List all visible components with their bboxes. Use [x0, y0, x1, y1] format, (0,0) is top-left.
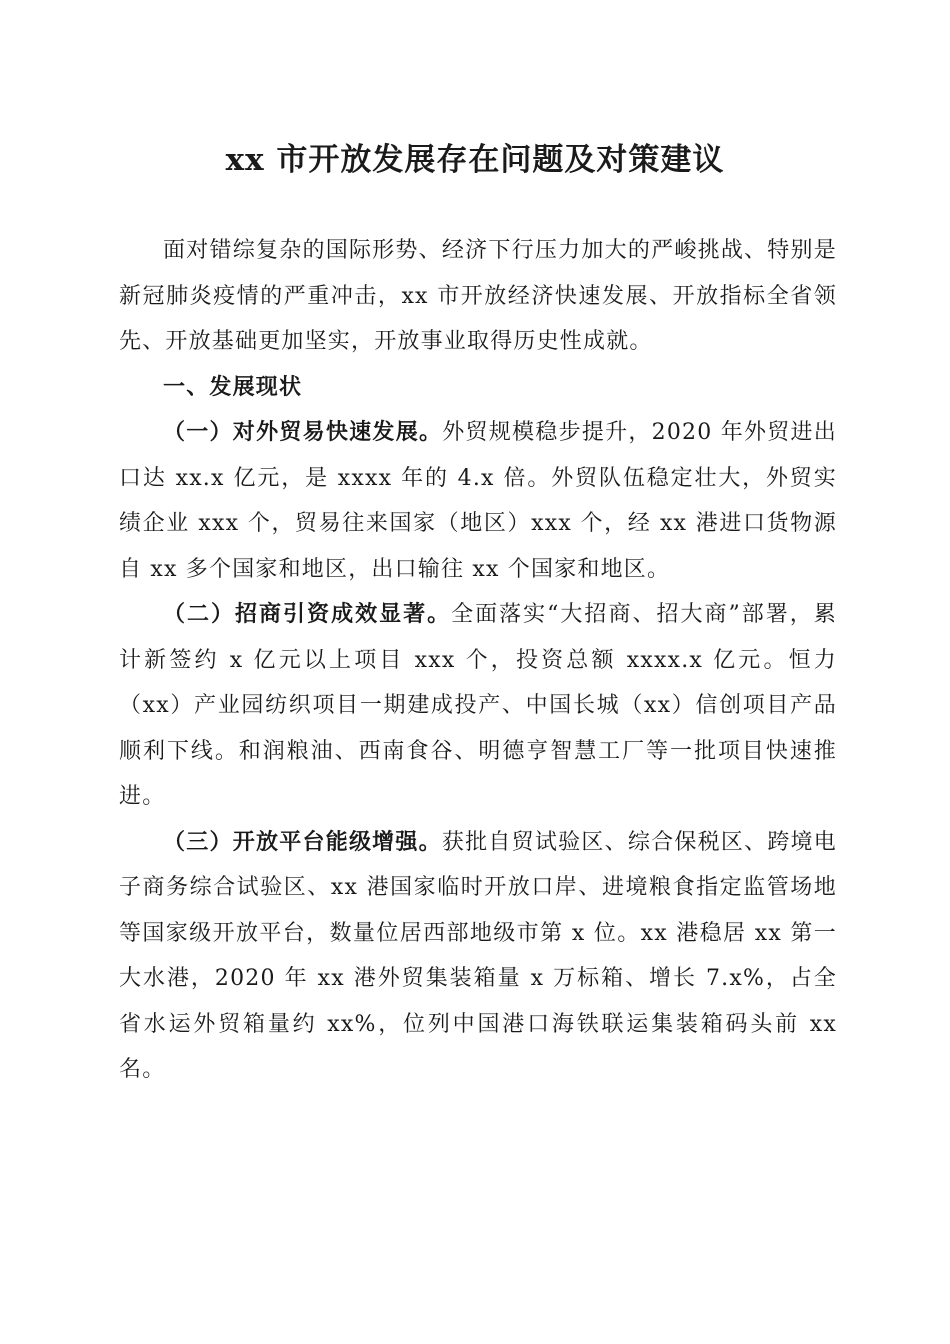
- paragraph-lead: （二）招商引资成效显著。: [163, 601, 452, 627]
- paragraph-text: 获批自贸试验区、综合保税区、跨境电子商务综合试验区、xx 港国家临时开放口岸、进境粮食指定监管场地等国家级开放平台，数量位居西部地级市第 x 位。xx 港稳居 xx 第一大水港，2020 年 xx 港外贸集装箱量 x 万标箱、增长 7.x%，占全省水运外贸箱量约 xx%，位列中国港口海铁联运集装箱码头前 xx 名。: [119, 829, 838, 1082]
- section-heading: 一、发展现状: [163, 374, 303, 400]
- paragraph-text: 全面落实“大招商、招大商”部署，累计新签约 x 亿元以上项目 xxx 个，投资总额 xxxx.x 亿元。恒力（xx）产业园纺织项目一期建成投产、中国长城（xx）信创项目产品顺利下线。和润粮油、西南食谷、明德亨智慧工厂等一批项目快速推进。: [119, 602, 837, 809]
- paragraph-platform: [119, 820, 837, 1093]
- document-title: xx 市开放发展存在问题及对策建议: [225, 142, 725, 178]
- paragraph-lead: （三）开放平台能级增强。: [163, 828, 442, 855]
- document-body: [119, 228, 837, 1093]
- paragraph-text: 外贸规模稳步提升，2020 年外贸进出口达 xx.x 亿元，是 xxxx 年的 4.x 倍。外贸队伍稳定壮大，外贸实绩企业 xxx 个，贸易往来国家（地区）xxx 个，经 xx 港进口货物源自 xx 多个国家和地区，出口输往 xx 个国家和地区。: [119, 420, 837, 582]
- paragraph-investment: [119, 592, 837, 820]
- paragraph-lead: （一）对外贸易快速发展。: [163, 419, 443, 445]
- paragraph-trade: [119, 410, 837, 592]
- intro-paragraph: 面对错综复杂的国际形势、经济下行压力加大的严峻挑战、特别是新冠肺炎疫情的严重冲击，xx 市开放经济快速发展、开放指标全省领先、开放基础更加坚实，开放事业取得历史性成就。: [119, 238, 837, 354]
